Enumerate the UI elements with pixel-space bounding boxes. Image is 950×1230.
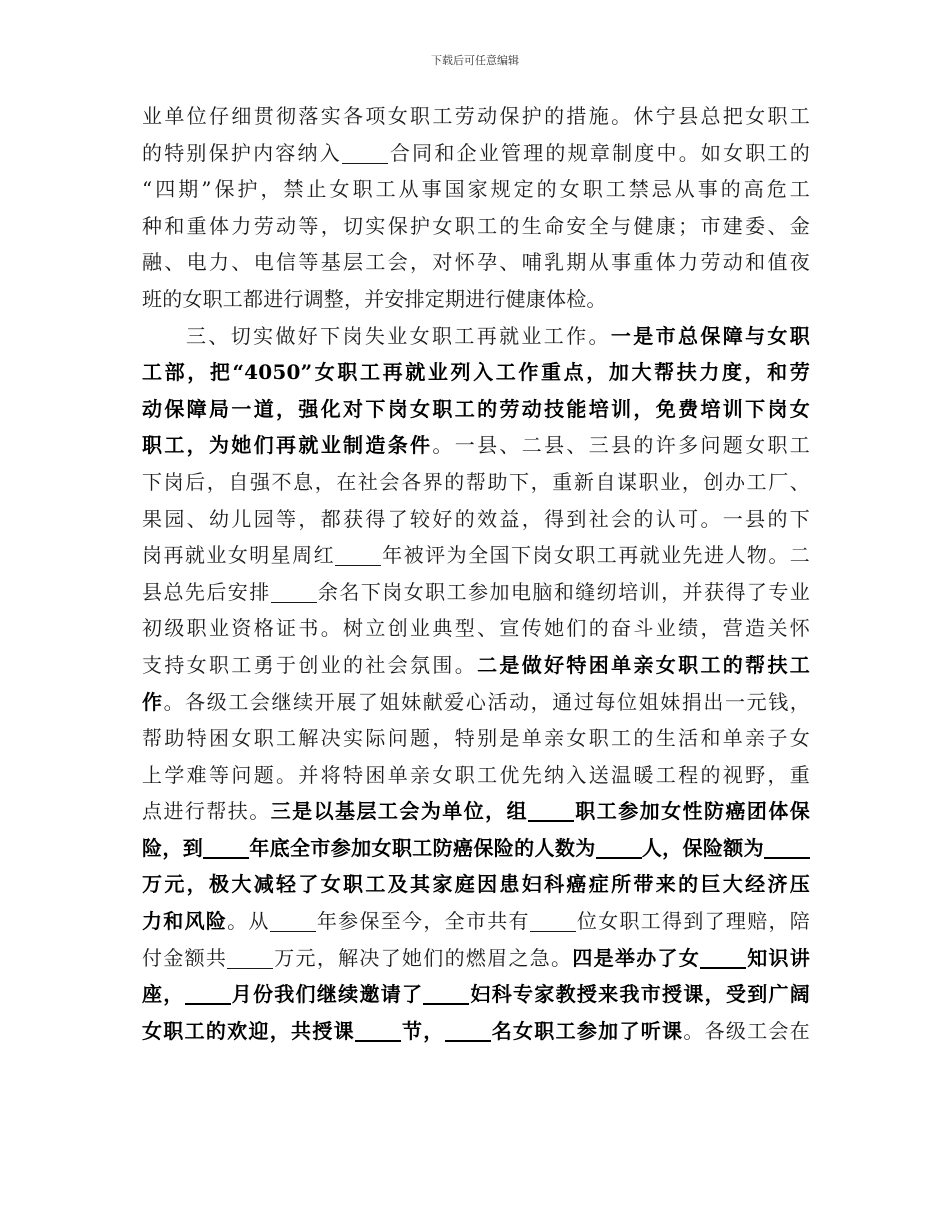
page-header: 下载后可任意编辑 — [431, 54, 519, 67]
text-line — [142, 610, 810, 647]
bold-text-run: 险，到 — [142, 835, 204, 860]
bold-text-run: 作 — [142, 689, 164, 714]
text-line — [142, 208, 810, 245]
text-line — [142, 940, 810, 977]
bold-text-run: 力和风险 — [142, 909, 228, 934]
bold-text-run: 职工参加女性防癌团体保 — [574, 799, 810, 824]
text-line — [142, 757, 810, 794]
text-line — [142, 976, 810, 1013]
bold-text-run: 月份我们继续邀请了 — [230, 982, 424, 1007]
document-body — [142, 98, 810, 1049]
text-run: 下岗后，自强不息，在社会各界的帮助下，重新自谋职业，创办工厂、 — [142, 469, 810, 494]
bold-text-run: 知识讲 — [746, 945, 810, 970]
text-run: 县总先后安排 — [142, 579, 271, 604]
text-run: 年参保至今，全市共有 — [315, 909, 530, 934]
fill-in-blank — [445, 1020, 491, 1042]
text-run: 三、切实做好下岗失业女职工再就业工作。 — [186, 323, 611, 348]
text-line — [142, 464, 810, 501]
text-line — [142, 720, 810, 757]
bold-text-run: 工部，把“4050”女职工再就业列入工作重点，加大帮扶力度，和劳 — [142, 360, 810, 385]
text-line — [142, 537, 810, 574]
fill-in-blank — [185, 983, 231, 1005]
text-line — [142, 903, 810, 940]
bold-text-run: 妇科专家教授来我市授课，受到广阔 — [469, 982, 811, 1007]
text-run: 点进行帮扶。 — [142, 799, 271, 824]
text-run: 。各级工会继续开展了姐妹献爱心活动，通过每位姐妹捐出一元钱， — [163, 689, 810, 714]
text-run: 的特别保护内容纳入 — [142, 140, 342, 165]
fill-in-blank — [342, 143, 388, 164]
text-run: 融、电力、电信等基层工会，对怀孕、哺乳期从事重体力劳动和值夜 — [142, 250, 810, 275]
text-line — [142, 135, 810, 172]
text-line — [142, 281, 810, 318]
text-run: 岗再就业女明星周红 — [142, 543, 336, 568]
text-run: 帮助特困女职工解决实际问题，特别是单亲女职工的生活和单亲子女 — [142, 726, 810, 751]
bold-text-run: 万元，极大减轻了女职工及其家庭因患妇科癌症所带来的巨大经济压 — [142, 872, 810, 897]
text-line — [142, 391, 810, 428]
fill-in-blank — [271, 582, 317, 603]
text-line — [142, 647, 810, 684]
fill-in-blank — [528, 800, 574, 822]
bold-text-run: 四是举办了女 — [572, 945, 701, 970]
bold-text-run: 女职工的欢迎，共授课 — [142, 1018, 355, 1043]
bold-text-run: 三是以基层工会为单位，组 — [270, 799, 529, 824]
text-run: 班的女职工都进行调整，并安排定期进行健康体检。 — [142, 286, 607, 311]
fill-in-blank — [227, 948, 273, 969]
fill-in-blank — [764, 837, 810, 859]
text-line — [142, 1013, 810, 1050]
text-run: 。各级工会在 — [683, 1018, 811, 1043]
text-run: 业单位仔细贯彻落实各项女职工劳动保护的措施。休宁县总把女职工 — [142, 104, 810, 128]
fill-in-blank — [355, 1020, 401, 1042]
bold-text-run: 职工，为她们再就业制造条件 — [142, 433, 433, 458]
text-line — [142, 830, 810, 867]
text-run: 。一县、二县、三县的许多问题女职工 — [432, 433, 810, 458]
text-run: 万元，解决了她们的燃眉之急。 — [273, 945, 573, 970]
text-line — [142, 866, 810, 903]
text-line — [142, 98, 810, 135]
bold-text-run: 一是市总保障与女职 — [610, 323, 810, 348]
text-run: “四期”保护，禁止女职工从事国家规定的女职工禁忌从事的高危工 — [142, 177, 810, 202]
bold-text-run: 年底全市参加女职工防癌保险的人数为 — [249, 835, 596, 860]
fill-in-blank — [700, 947, 746, 969]
text-run: 果园、幼儿园等，都获得了较好的效益，得到社会的认可。一县的下 — [142, 506, 810, 531]
text-line — [142, 574, 810, 611]
text-run: 余名下岗女职工参加电脑和缝纫培训，并获得了专业 — [316, 579, 810, 604]
text-run: 。从 — [227, 909, 270, 934]
text-line — [142, 501, 810, 538]
text-line — [142, 427, 810, 464]
text-run: 付金额共 — [142, 945, 228, 970]
text-run: 种和重体力劳动等，切实保护女职工的生命安全与健康；市建委、金 — [142, 213, 810, 238]
bold-text-run: 动保障局一道，强化对下岗女职工的劳动技能培训，免费培训下岗女 — [142, 396, 810, 421]
fill-in-blank — [203, 837, 249, 859]
text-line — [142, 318, 810, 355]
bold-text-run: 人，保险额为 — [641, 835, 765, 860]
fill-in-blank — [335, 545, 381, 566]
text-run: 上学难等问题。并将特困单亲女职工优先纳入送温暖工程的视野，重 — [142, 762, 810, 787]
fill-in-blank — [596, 837, 642, 859]
fill-in-blank — [270, 911, 316, 932]
text-line — [142, 171, 810, 208]
text-run: 位女职工得到了理赔，陪 — [575, 909, 810, 934]
text-line — [142, 244, 810, 281]
fill-in-blank — [423, 983, 469, 1005]
text-run: 合同和企业管理的规章制度中。如女职工的 — [387, 140, 810, 165]
text-line — [142, 684, 810, 721]
bold-text-run: 名女职工参加了听课 — [490, 1018, 684, 1043]
text-run: 初级职业资格证书。树立创业典型、宣传她们的奋斗业绩，营造关怀 — [142, 616, 810, 641]
bold-text-run: 二是做好特困单亲女职工的帮扶工 — [477, 652, 811, 677]
bold-text-run: 座， — [142, 982, 185, 1007]
text-line — [142, 354, 810, 391]
bold-text-run: 节， — [400, 1018, 445, 1043]
text-run: 支持女职工勇于创业的社会氛围。 — [142, 652, 478, 677]
fill-in-blank — [530, 911, 576, 932]
text-run: 年被评为全国下岗女职工再就业先进人物。二 — [381, 543, 810, 568]
text-line — [142, 793, 810, 830]
